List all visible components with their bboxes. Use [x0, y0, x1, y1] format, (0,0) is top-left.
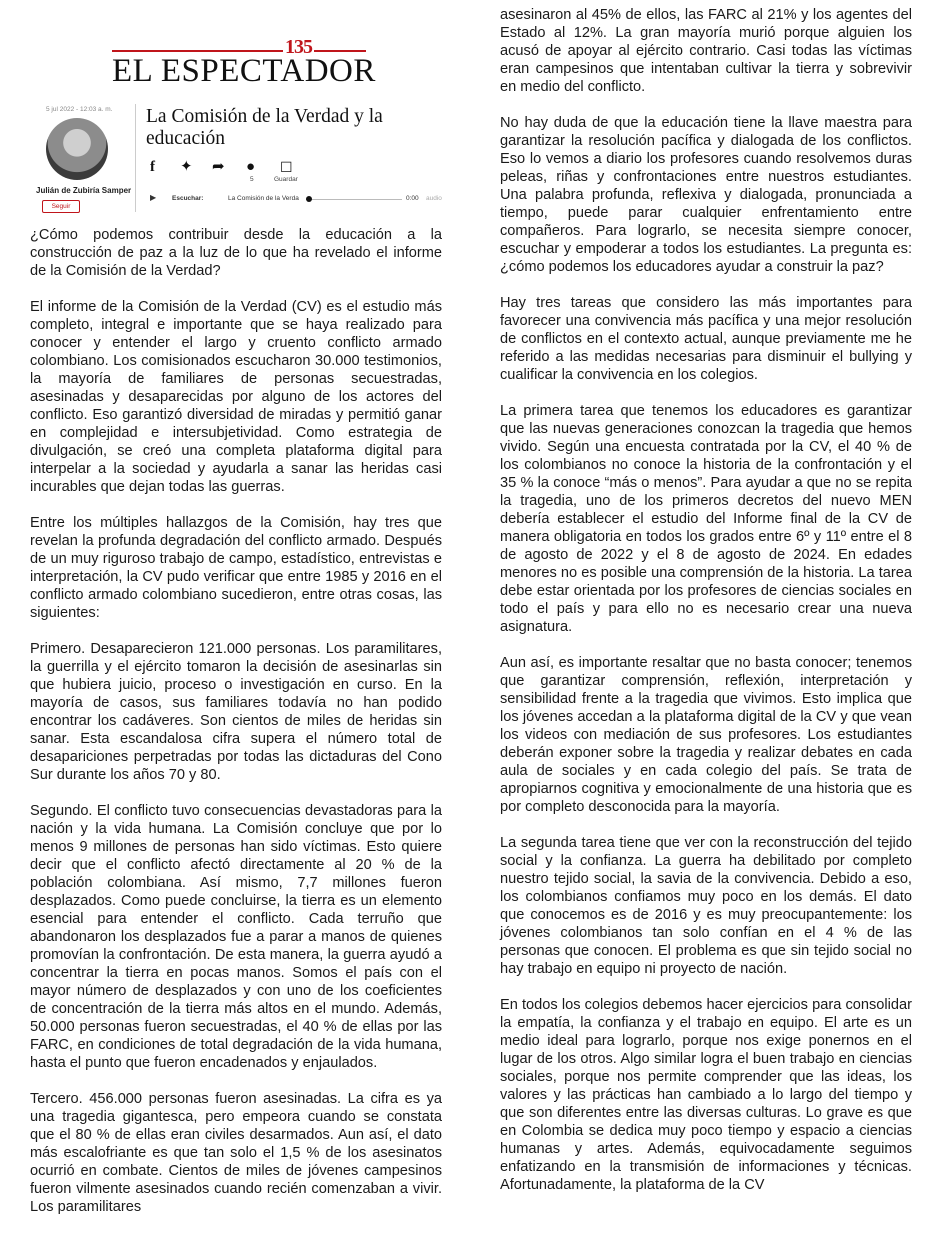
- article-paragraph: El informe de la Comisión de la Verdad (CV) es el estudio más completo, integral e importante que se haya realizado para conocer y entender el largo y cruento conflicto armado colombiano. Los comisionados escucharon 30.000 testimonios, la mayoría de familiares de personas secuestradas, asesinadas y desaparecidas por alguno de los actores del conflicto. Eso garantizó diversidad de miradas y permitió ganar en complejidad e intersubjetividad. Como estrategia de divulgación, se creó una completa plataforma digital para interpelar a la sociedad y ayudarla a sanar las heridas casi incurables que dejan todas las guerras.: [30, 299, 442, 495]
- newspaper-name: EL ESPECTADOR: [112, 53, 376, 89]
- article-paragraph: Hay tres tareas que considero las más importantes para favorecer una convivencia más pacífica y una mejor resolución de conflictos en el contexto actual, aunque previamente me he referido a las medidas necesarias para disminuir el bullying y cualificar la convivencia en los colegios.: [500, 295, 912, 383]
- article-headline: La Comisión de la Verdad y la educación: [146, 106, 383, 149]
- audio-progress-knob[interactable]: [306, 196, 312, 202]
- anniversary-badge: 135: [285, 36, 312, 58]
- bookmark-icon[interactable]: ☐: [280, 159, 293, 175]
- follow-button[interactable]: Seguir: [42, 200, 80, 213]
- article-column-right: [500, 6, 912, 1212]
- facebook-icon[interactable]: f: [150, 159, 155, 175]
- article-paragraph: La primera tarea que tenemos los educadores es garantizar que las nuevas generaciones conozcan la tragedia que hemos vivido. Según una encuesta contratada por la CV, el 40 % de los colombianos no conoce la historia de la confrontación y el 35 % la conoce “más o menos”. Para ayudar a que no se repita la tragedia, uno de los primeros decretos del nuevo MEN debería establecer el estudio del Informe final de la CV de manera obligatoria en todos los grados entre 6º y 11º entre el 8 de agosto de 2022 y el 8 de agosto de 2024. En edades menores no es posible una comprensión de la historia. La tarea debe estar orientada por los profesores de ciencias sociales en todo el país y para ello no es necesario crear una nueva asignatura.: [500, 403, 912, 635]
- listen-label: Escuchar:: [172, 195, 204, 202]
- audio-track-title: La Comisión de la Verda: [228, 195, 299, 202]
- article-paragraph: Tercero. 456.000 personas fueron asesinadas. La cifra es ya una tragedia gigantesca, pero empeora cuando se constata que el 80 % de ellas eran civiles desarmados. Aun así, el dato más escalofriante es que tan solo el 1,5 % de los asesinatos ocurrió en combate. Cientos de miles de jóvenes campesinos fueron vilmente asesinados cuando recién comenzaban a vivir. Los paramilitares: [30, 1091, 442, 1215]
- author-name[interactable]: Julián de Zubiría Samper: [36, 186, 132, 195]
- newspaper-masthead: [112, 36, 376, 90]
- article-paragraph: Aun así, es importante resaltar que no basta conocer; tenemos que garantizar comprensión, reflexión, interpretación y sensibilidad frente a la tragedia que vivimos. Esto implica que los jóvenes accedan a la plataforma digital de la CV y que vean los videos con mediación de sus profesores. Los estudiantes deberán exponer sobre la tragedia y realizar debates en cada aula de sociales y en cada colegio del país. Se trata de apropiarnos cognitiva y emocionalmente de una historia que es por completo desconocida para la mayoría.: [500, 655, 912, 815]
- audio-player: [146, 193, 446, 205]
- twitter-icon[interactable]: ✦: [180, 158, 193, 175]
- audio-extra-label: audio: [426, 195, 442, 202]
- audio-time: 0:00: [406, 195, 419, 202]
- article-paragraph: La segunda tarea tiene que ver con la reconstrucción del tejido social y la confianza. La guerra ha debilitado por completo nuestro tejido social, la savia de la convivencia. Debido a eso, los colombianos confiamos muy poco en los demás. El dato que conocemos es de 2016 y es muy preocupantemente: los jóvenes colombianos tan solo confían en el 4 % de las personas que conocen. El problema es que sin tejido social no hay trabajo en equipo ni proyecto de nación.: [500, 835, 912, 977]
- header-divider: [135, 104, 136, 212]
- publish-date: 5 jul 2022 - 12:03 a. m.: [46, 106, 113, 113]
- article-paragraph: Entre los múltiples hallazgos de la Comisión, hay tres que revelan la profunda degradación del conflicto armado. Después de un muy riguroso trabajo de campo, estadístico, entrevistas e interpretación, la CV pudo verificar que entre 1985 y 2016 en el conflicto armado colombiano sucedieron, entre otras cosas, las siguientes:: [30, 515, 442, 621]
- comments-count: 5: [250, 176, 254, 183]
- article-paragraph: Segundo. El conflicto tuvo consecuencias devastadoras para la nación y la vida humana. La Comisión concluye que por lo menos 9 millones de personas han sido víctimas. Esto quiere decir que el conflicto afectó directamente al 20 % de la población colombiana. Así mismo, 7,7 millones fueron desplazados. Como puede concluirse, la tierra es un elemento esencial para entender el conflicto. Cada terruño que abandonaron los desplazados fue a parar a manos de quienes promovían la confrontación. De esta manera, la guerra ayudó a concentrar la tierra en pocas manos. Somos el país con el mayor número de desplazados y con uno de los coeficientes de concentración de la tierra más altos en el mundo. Además, 50.000 personas fueron secuestradas, el 40 % de ellas por las FARC, en condiciones de total degradación de la vida humana, hasta el punto que fueron encadenados y enjaulados.: [30, 803, 442, 1071]
- article-paragraph: En todos los colegios debemos hacer ejercicios para consolidar la empatía, la confianza y el trabajo en equipo. El arte es un medio ideal para lograrlo, porque nos exige ponernos en el lugar de los otros. Algo similar logra el buen trabajo en ciencias sociales, porque nos permite comprender que las ideas, los valores y las prácticas han cambiado a lo largo del tiempo y que son diferentes entre las diversas culturas. Lo grave es que en Colombia se dedica muy poco tiempo y espacio a ciencias humanas y artes. Además, equivocadamente seguimos enfatizando en la transmisión de informaciones y técnicas. Afortunadamente, la plataforma de la CV: [500, 997, 912, 1193]
- article-column-left: [30, 226, 442, 1234]
- play-icon[interactable]: ▶: [150, 193, 157, 202]
- audio-progress-bar[interactable]: [306, 199, 402, 200]
- article-paragraph: ¿Cómo podemos contribuir desde la educación a la construcción de paz a la luz de lo que ha revelado el informe de la Comisión de la Verdad?: [30, 227, 442, 279]
- article-paragraph: No hay duda de que la educación tiene la llave maestra para garantizar la resolución pacífica y dialogada de los conflictos. Eso lo vemos a diario los profesores cuando resolvemos duras peleas, riñas y confrontaciones entre nuestros estudiantes. Una palabra profunda, reflexiva y dialogada, pronunciada a tiempo, puede parar cualquier enfrentamiento entre compañeros. Para lograrlo, se necesita siempre conocer, escuchar y empoderar a todos los estudiantes. La pregunta es: ¿cómo podemos los educadores ayudar a construir la paz?: [500, 115, 912, 275]
- article-paragraph: asesinaron al 45% de ellos, las FARC al 21% y los agentes del Estado al 12%. La gran mayoría murió porque alguien los acusó de apoyar al ejército contrario. Casi todas las víctimas eran campesinos que intentaban cultivar la tierra y sobrevivir en medio del conflicto.: [500, 7, 912, 95]
- article-paragraph: Primero. Desaparecieron 121.000 personas. Los paramilitares, la guerrilla y el ejército tomaron la decisión de asesinarlas sin que hubiera juicio, proceso o investigación en curso. En la mayoría de casos, sus familiares todavía no han podido encontrar los cadáveres. Son cientos de miles de heridas sin sanar. Esta escandalosa cifra supera el número total de desapariciones perpetradas por todas las dictaduras del Cono Sur durante los años 70 y 80.: [30, 641, 442, 783]
- comments-icon[interactable]: ●: [246, 158, 256, 175]
- share-icon[interactable]: ➦: [212, 158, 225, 175]
- author-avatar: [46, 118, 108, 180]
- save-label[interactable]: Guardar: [274, 176, 298, 183]
